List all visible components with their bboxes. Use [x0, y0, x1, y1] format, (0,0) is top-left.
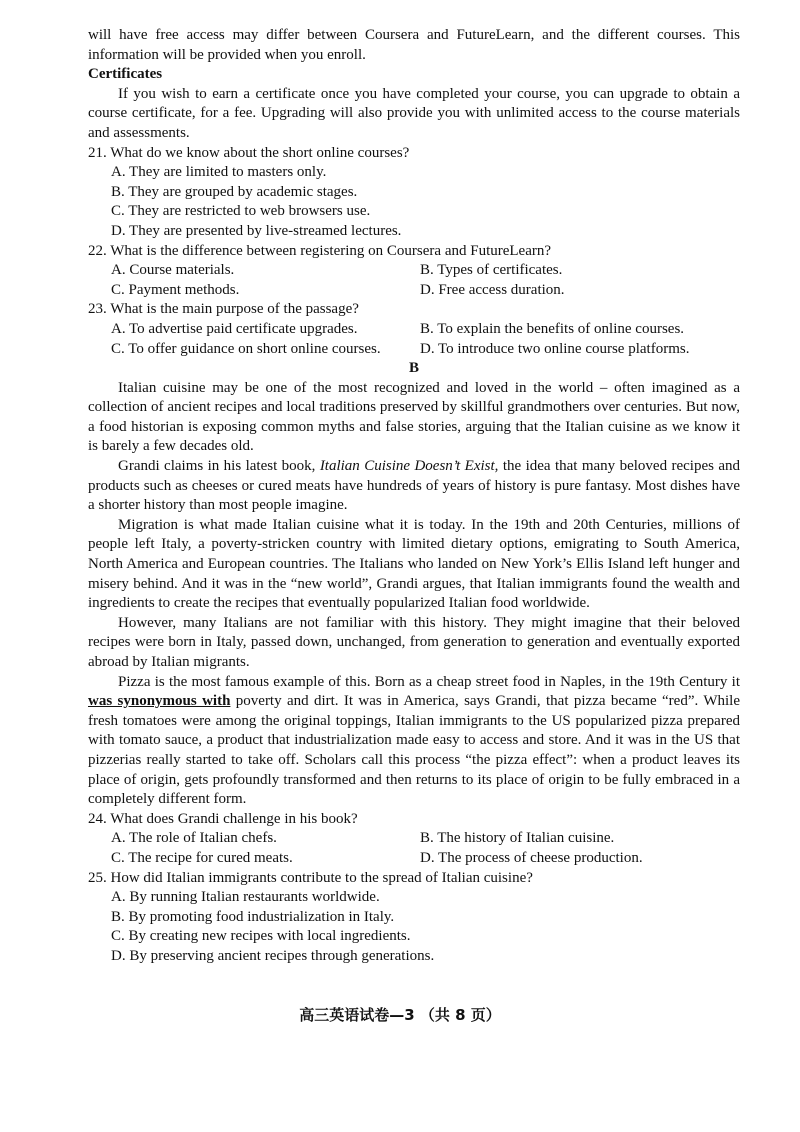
question-21-option-a: A. They are limited to masters only.: [111, 164, 327, 181]
page-footer: 高三英语试卷—3 （共 8 页）: [299, 1006, 501, 1024]
passage-b-paragraph-4: However, many Italians are not familiar with this history. They might imagine that their beloved recipes were born in Italy, passed down, unchanged, from generation to generation and eventually exported abroad by Italian migrants.: [88, 614, 740, 670]
question-22: 22. What is the difference between registering on Coursera and FutureLearn?: [88, 242, 552, 259]
question-23-option-d: D. To introduce two online course platforms.: [420, 340, 690, 357]
underlined-phrase: was synonymous with: [88, 693, 231, 710]
question-23-option-b: B. To explain the benefits of online courses.: [420, 320, 685, 337]
question-23-option-a: A. To advertise paid certificate upgrades.: [111, 320, 358, 337]
question-21: 21. What do we know about the short online courses?: [88, 144, 410, 161]
paragraph-2-text-start: Grandi claims in his latest book,: [118, 458, 320, 475]
passage-b-paragraph-1: Italian cuisine may be one of the most recognized and loved in the world – often imagined as a collection of ancient recipes and local traditions preserved by skillful grandmothers over centuries. But now, a food historian is exposing common myths and false stories, arguing that the Italian cuisine as we know it is barely a few decades old.: [88, 379, 740, 455]
passage-b-paragraph-2: [88, 457, 740, 516]
question-25: 25. How did Italian immigrants contribute to the spread of Italian cuisine?: [88, 869, 533, 886]
question-25-option-a: A. By running Italian restaurants worldwide.: [111, 889, 380, 906]
question-22-option-b: B. Types of certificates.: [420, 262, 563, 279]
question-23-option-c: C. To offer guidance on short online courses.: [111, 340, 381, 357]
question-24-option-b: B. The history of Italian cuisine.: [420, 830, 615, 847]
question-21-option-d: D. They are presented by live-streamed lectures.: [111, 222, 402, 239]
question-22-option-d: D. Free access duration.: [420, 281, 565, 298]
question-25-option-b: B. By promoting food industrialization in Italy.: [111, 908, 395, 925]
question-24-options-row-2: [88, 849, 740, 869]
question-25-option-d: D. By preserving ancient recipes through generations.: [111, 947, 435, 964]
question-25-option-c: C. By creating new recipes with local ingredients.: [111, 928, 411, 945]
passage-b-paragraph-3: Migration is what made Italian cuisine what it is today. In the 19th and 20th Centuries, millions of people left Italy, a poverty-stricken country with limited dietary options, emigrating to South America, North America and European countries. The Italians who landed on New York’s Ellis Island left hunger and misery behind. And it was in the “new world”, Grandi argues, that Italian immigrants found the wealth and ingredients to create the recipes that eventually popularized Italian food worldwide.: [88, 516, 740, 612]
question-22-options-row-1: [88, 261, 740, 281]
passage-b-paragraph-5: [88, 673, 740, 810]
question-22-options-row-2: [88, 281, 740, 301]
question-22-option-c: C. Payment methods.: [111, 281, 240, 298]
question-24-option-c: C. The recipe for cured meats.: [111, 849, 293, 866]
paragraph-5-text-end: poverty and dirt. It was in America, says Grandi, that pizza became “red”. While fresh tomatoes were among the original toppings, Italian immigrants to the US popularized pizza prepared with tomato sauce, a product that industrialization made easy to access and store. And it was in the US that pizzerias really started to take off. Scholars call this process “the pizza effect”: when a product leaves its place of origin, gets profoundly transformed and then returns to its place of origin to be fully embraced in a completely different form.: [88, 693, 740, 808]
paragraph-2-text-end: the idea that many beloved recipes and products such as cheeses or cured meats have hundreds of years of history is pure fantasy. Most dishes have a shorter history than most people imagine.: [88, 458, 741, 514]
question-21-option-c: C. They are restricted to web browsers use.: [111, 203, 371, 220]
question-23-options-row-2: [88, 340, 740, 360]
question-23-options-row-1: [88, 320, 740, 340]
question-24: 24. What does Grandi challenge in his book?: [88, 810, 358, 827]
passage-b-label: B: [408, 360, 419, 377]
book-title: Italian Cuisine Doesn’t Exist,: [319, 458, 499, 475]
certificates-paragraph: If you wish to earn a certificate once you have completed your course, you can upgrade to obtain a course certificate, for a fee. Upgrading will also provide you with unlimited access to the course materials and assessments.: [88, 85, 740, 141]
question-23: 23. What is the main purpose of the passage?: [88, 301, 359, 318]
exam-page: [88, 26, 740, 967]
question-21-option-b: B. They are grouped by academic stages.: [111, 183, 358, 200]
question-24-option-d: D. The process of cheese production.: [420, 849, 643, 866]
passage-a-tail: will have free access may differ between Coursera and FutureLearn, and the different courses. This information will be provided when you enroll.: [88, 27, 740, 63]
certificates-heading: Certificates: [88, 66, 163, 83]
question-24-options-row-1: [88, 829, 740, 849]
paragraph-5-text-start: Pizza is the most famous example of this. Born as a cheap street food in Naples, in the 19th Century it: [118, 673, 740, 690]
question-22-option-a: A. Course materials.: [111, 262, 235, 279]
question-24-option-a: A. The role of Italian chefs.: [111, 830, 277, 847]
